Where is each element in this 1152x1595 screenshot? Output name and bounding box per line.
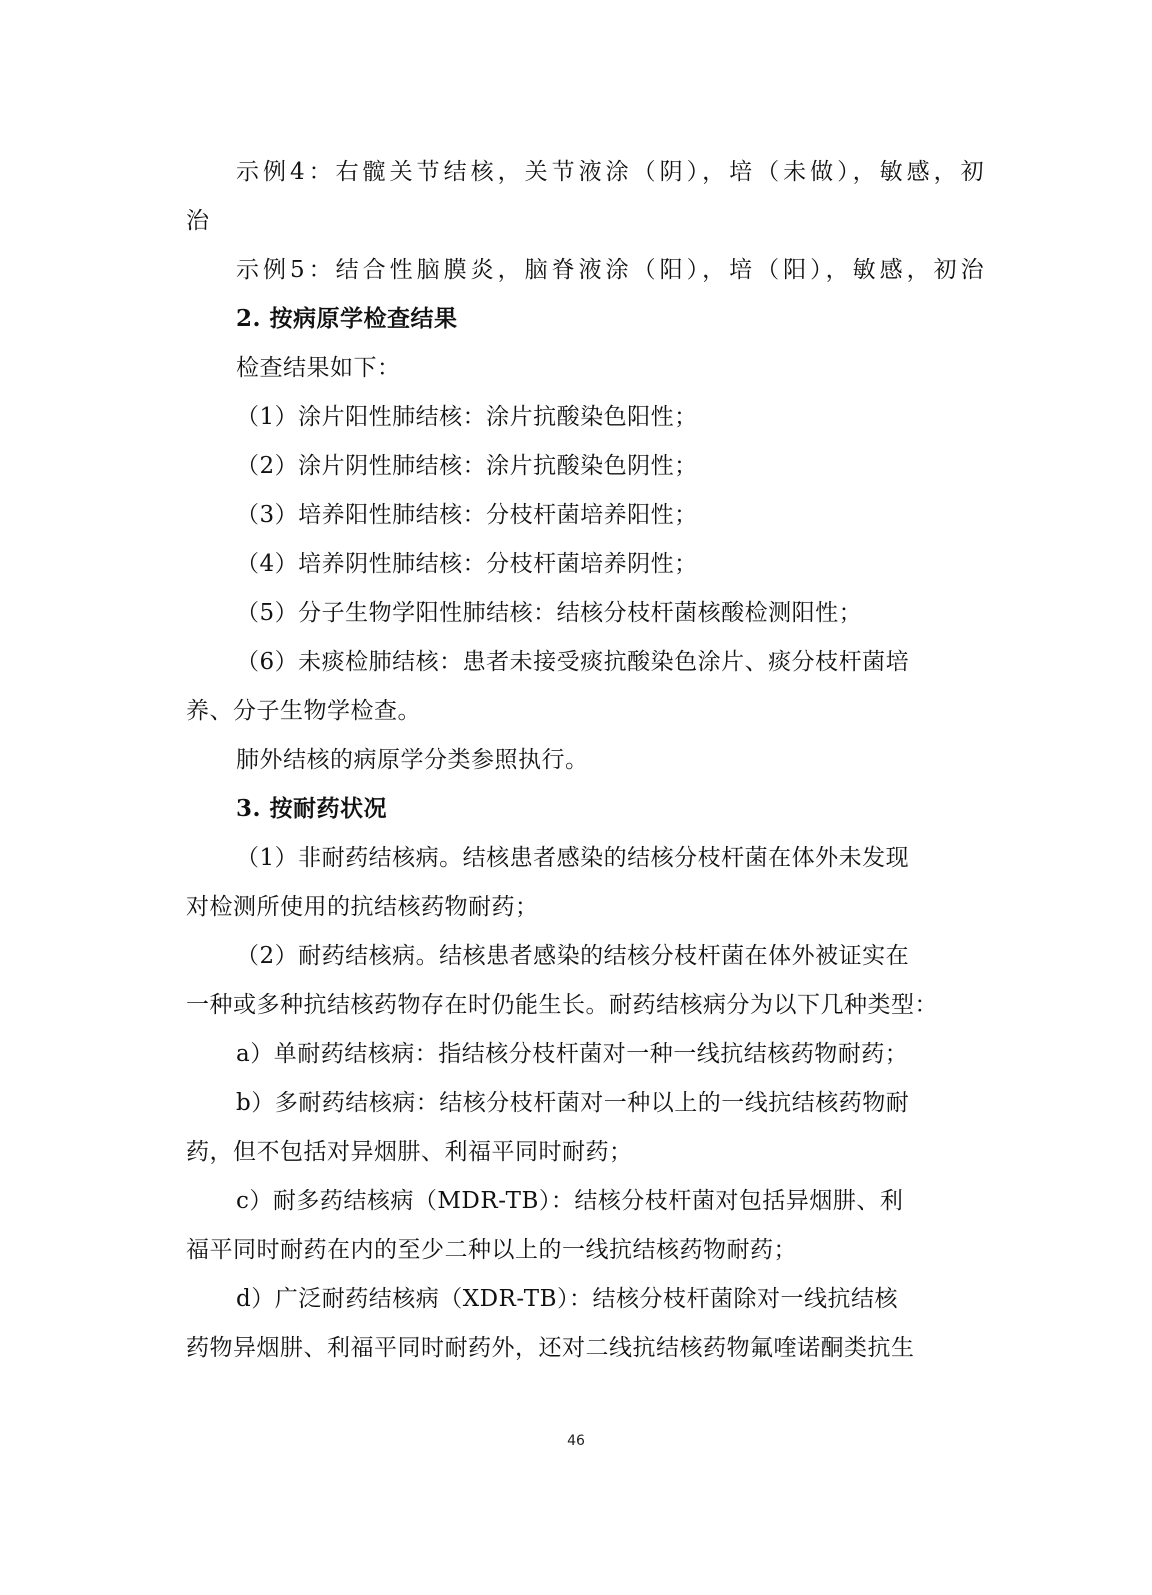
page-number: 46: [567, 1433, 585, 1449]
section-3-p1-line-2: 对检测所使用的抗结核药物耐药；: [186, 894, 539, 920]
section-2-item-6-line-2: 养、分子生物学检查。: [186, 698, 421, 724]
example-4-line-2: 治: [186, 208, 213, 234]
section-2-item-2: （2）涂片阴性肺结核：涂片抗酸染色阴性；: [236, 453, 698, 479]
section-2-note: 肺外结核的病原学分类参照执行。: [236, 747, 589, 773]
section-3-item-c-line-1: c）耐多药结核病（MDR-TB）：结核分枝杆菌对包括异烟肼、利: [236, 1188, 904, 1214]
section-3-p1-line-1: （1）非耐药结核病。结核患者感染的结核分枝杆菌在体外未发现: [236, 845, 910, 871]
example-4-line-1: 示例4：右髋关节结核，关节液涂（阴），培（未做），敏感，初: [236, 159, 988, 185]
section-3-item-d-line-1: d）广泛耐药结核病（XDR-TB）：结核分枝杆菌除对一线抗结核: [236, 1286, 899, 1312]
example-5: 示例5：结合性脑膜炎，脑脊液涂（阳），培（阳），敏感，初治: [236, 257, 988, 283]
section-2-item-6-line-1: （6）未痰检肺结核：患者未接受痰抗酸染色涂片、痰分枝杆菌培: [236, 649, 910, 675]
section-2-intro: 检查结果如下：: [236, 355, 401, 381]
section-3-heading: 3. 按耐药状况: [236, 795, 388, 822]
section-2-item-3: （3）培养阳性肺结核：分枝杆菌培养阳性；: [236, 502, 698, 528]
section-2-heading: 2. 按病原学检查结果: [236, 305, 458, 332]
section-3-item-c-line-2: 福平同时耐药在内的至少二种以上的一线抗结核药物耐药；: [186, 1237, 797, 1263]
section-2-item-4: （4）培养阴性肺结核：分枝杆菌培养阴性；: [236, 551, 698, 577]
section-2-item-5: （5）分子生物学阳性肺结核：结核分枝杆菌核酸检测阳性；: [236, 600, 863, 626]
section-3-item-a: a）单耐药结核病：指结核分枝杆菌对一种一线抗结核药物耐药；: [236, 1041, 909, 1067]
section-3-item-b-line-2: 药，但不包括对异烟肼、利福平同时耐药；: [186, 1139, 633, 1165]
section-3-item-b-line-1: b）多耐药结核病：结核分枝杆菌对一种以上的一线抗结核药物耐: [236, 1090, 910, 1116]
section-3-p2-line-1: （2）耐药结核病。结核患者感染的结核分枝杆菌在体外被证实在: [236, 943, 910, 969]
section-2-item-1: （1）涂片阳性肺结核：涂片抗酸染色阳性；: [236, 404, 698, 430]
section-3-item-d-line-2: 药物异烟肼、利福平同时耐药外，还对二线抗结核药物氟喹诺酮类抗生: [186, 1335, 915, 1361]
section-3-p2-line-2: 一种或多种抗结核药物存在时仍能生长。耐药结核病分为以下几种类型：: [186, 992, 938, 1018]
